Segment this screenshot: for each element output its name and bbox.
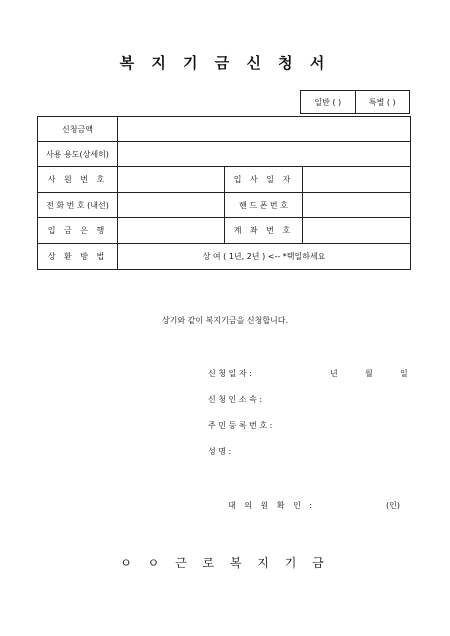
mobile-label: 핸 드 폰 번 호 [225, 193, 303, 218]
join-date-field[interactable] [303, 167, 411, 193]
phone-field[interactable] [118, 193, 225, 218]
representative-confirm-label: 대 의 원 확 인 : [228, 501, 316, 510]
repay-label: 상 환 방 법 [38, 244, 118, 270]
account-label: 계 좌 번 호 [225, 218, 303, 244]
seal-mark: (인) [386, 501, 400, 510]
account-field[interactable] [303, 218, 411, 244]
employee-no-label: 사 원 번 호 [38, 167, 118, 193]
type-general-field[interactable]: 일반 ( ) [314, 97, 342, 107]
application-type-box [300, 90, 410, 114]
purpose-field[interactable] [118, 142, 411, 167]
year-label: 년 [330, 369, 338, 378]
type-special-field[interactable]: 특별 ( ) [355, 91, 410, 113]
application-form-table [37, 116, 411, 270]
organization-name: ㅇ ㅇ 근 로 복 지 기 금 [120, 556, 330, 570]
repay-field[interactable]: 상 여 ( 1년, 2년 ) <-- *택일하세요 [118, 244, 411, 270]
bank-field[interactable] [118, 218, 225, 244]
phone-label: 전 화 번 호 (내선) [38, 193, 118, 218]
amount-field[interactable] [118, 117, 411, 142]
month-label: 월 [365, 369, 373, 378]
amount-label: 신청금액 [38, 117, 118, 142]
day-label: 일 [400, 369, 408, 378]
purpose-label: 사용 용도(상세히) [38, 142, 118, 167]
application-date-fields[interactable] [330, 368, 435, 379]
application-statement: 상기와 같이 복지기금을 신청합니다. [161, 316, 289, 325]
mobile-field[interactable] [303, 193, 411, 218]
applicant-dept-label: 신 청 인 소 속 : [208, 395, 263, 404]
application-date-label: 신 청 일 자 : [208, 369, 252, 378]
form-title: 복 지 기 금 신 청 서 [119, 54, 331, 72]
applicant-name-label: 성 명 : [208, 447, 232, 456]
employee-no-field[interactable] [118, 167, 225, 193]
bank-label: 입 금 은 행 [38, 218, 118, 244]
resident-id-label: 주 민 등 록 번 호 : [208, 421, 273, 430]
join-date-label: 입 사 일 자 [225, 167, 303, 193]
